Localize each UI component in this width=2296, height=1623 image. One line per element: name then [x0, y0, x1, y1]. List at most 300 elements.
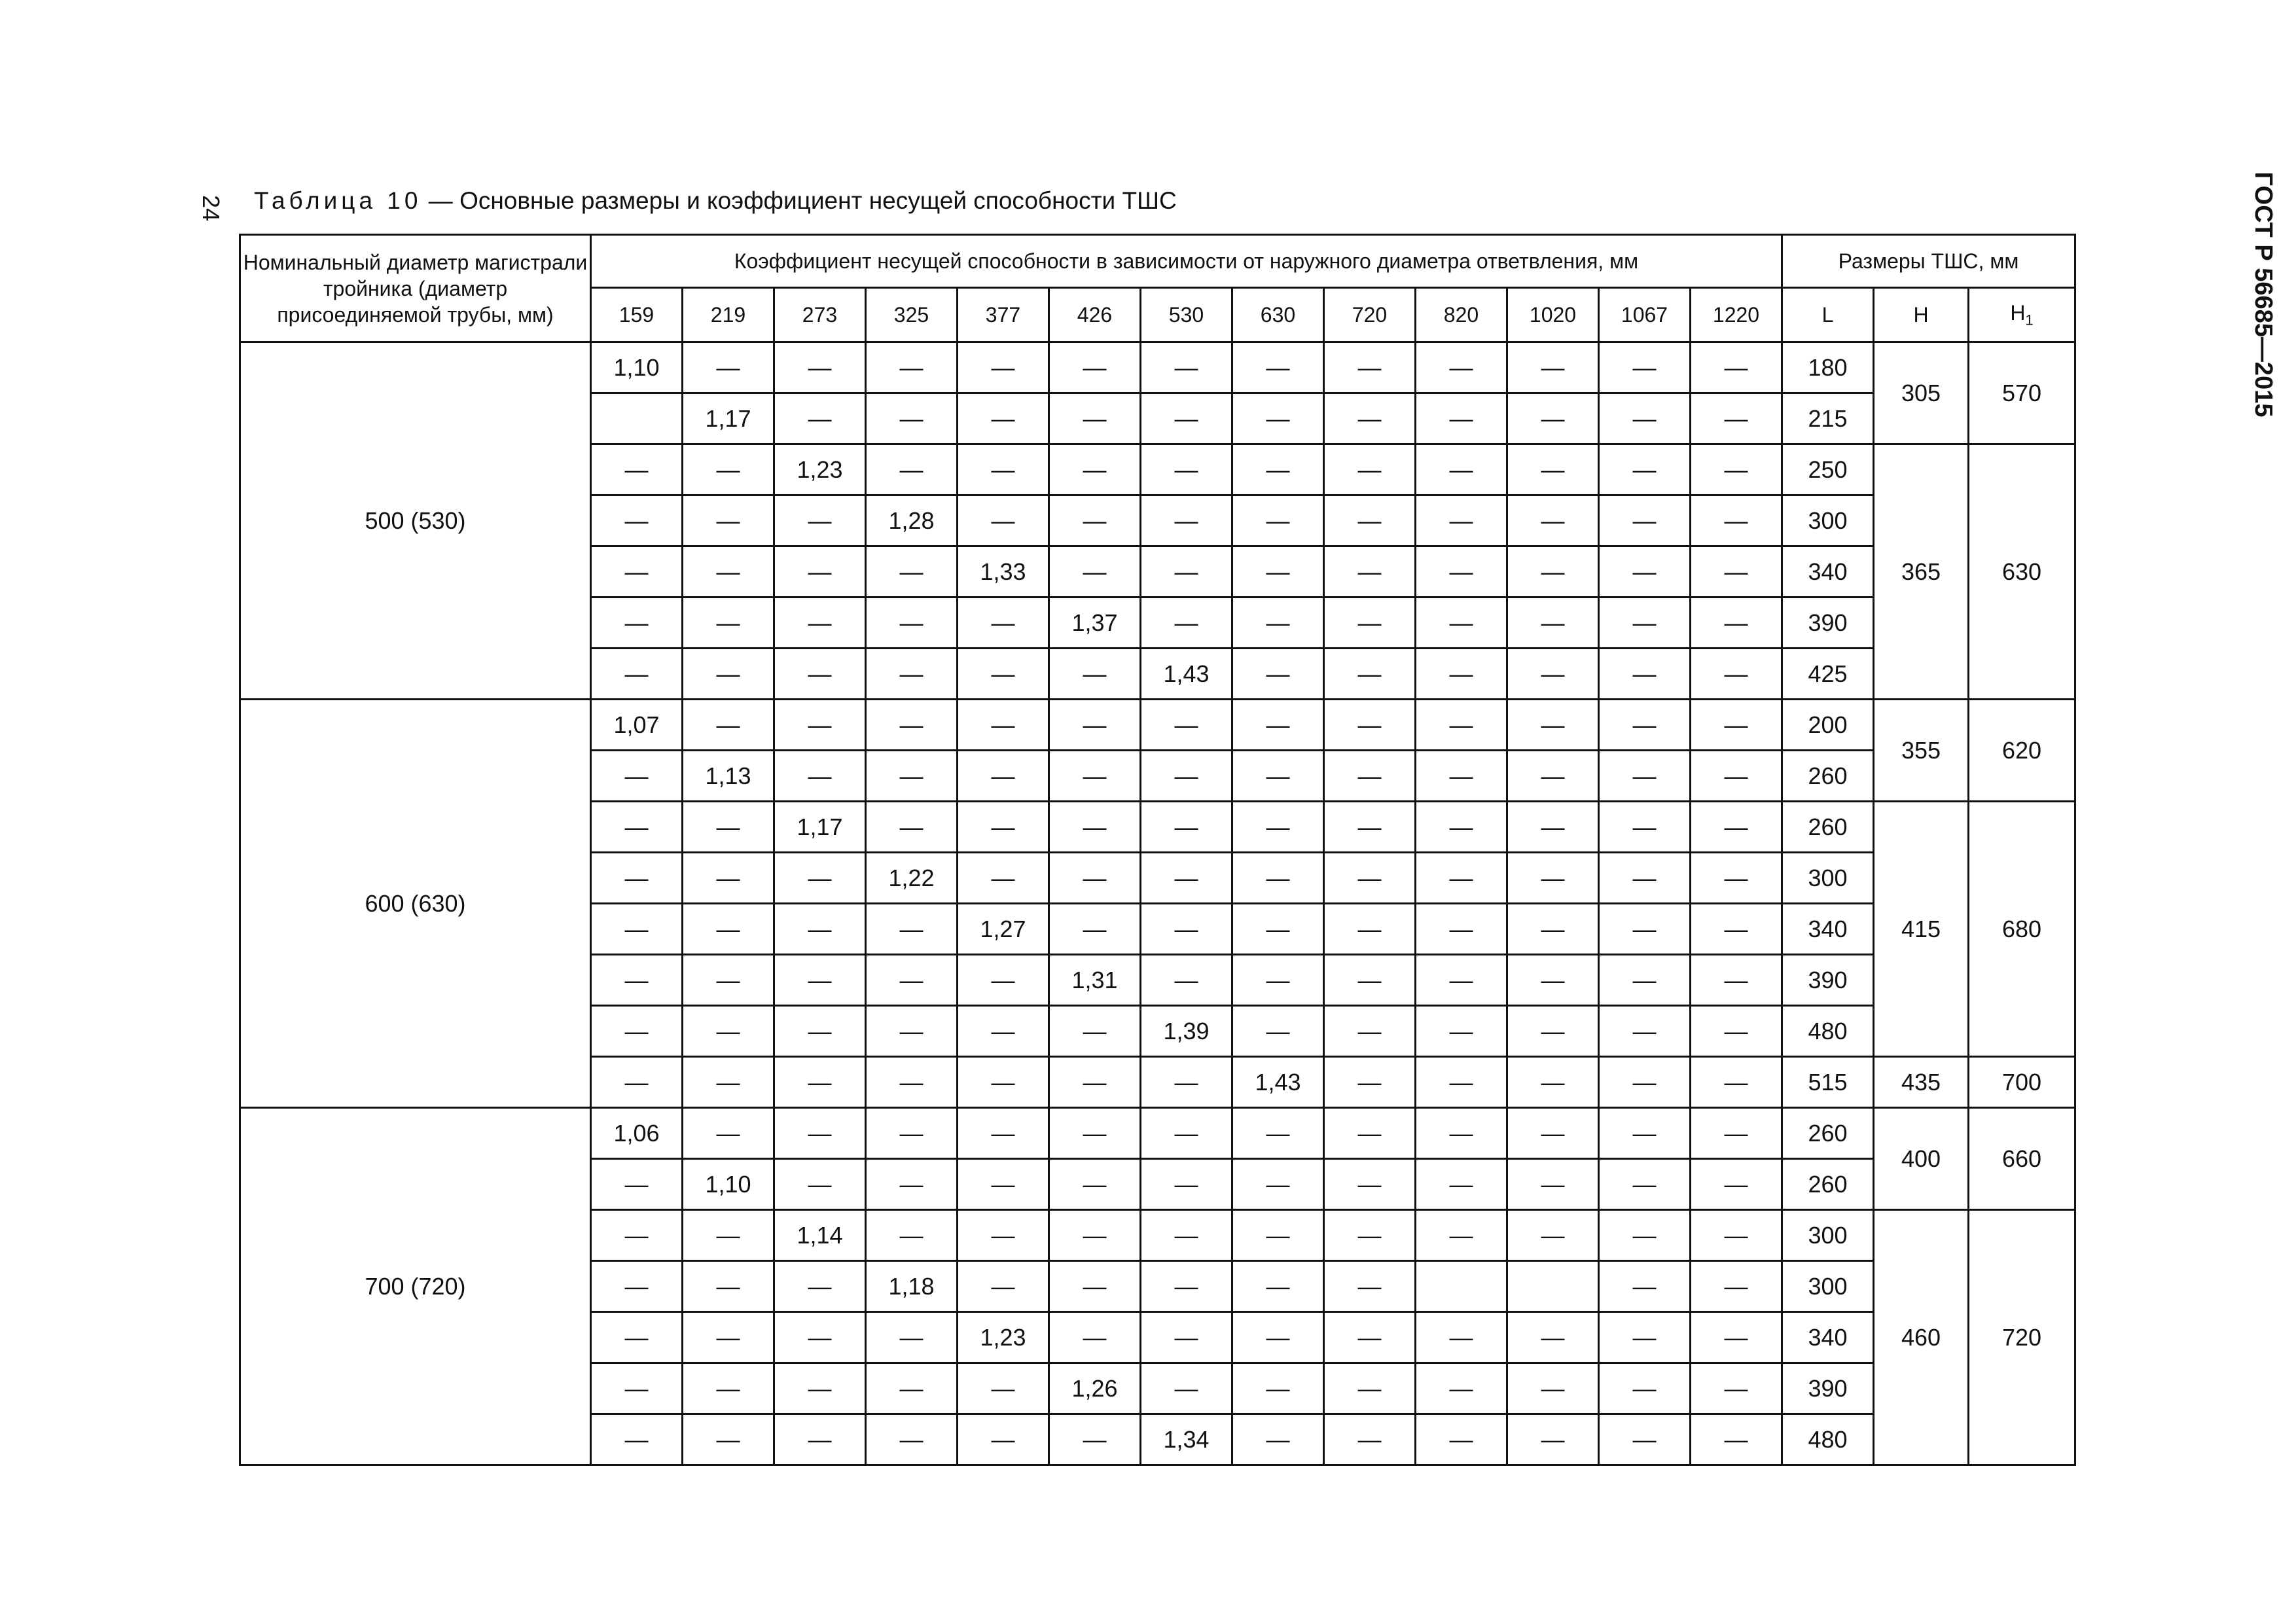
coefficient-cell: —	[1049, 1210, 1141, 1261]
coefficient-cell: —	[1049, 1108, 1141, 1159]
coefficient-cell: —	[1416, 1414, 1507, 1465]
length-cell: 300	[1782, 1210, 1874, 1261]
coefficient-cell: —	[1232, 802, 1324, 853]
coefficient-cell: —	[591, 1261, 683, 1312]
coefficient-cell: —	[683, 342, 774, 393]
length-cell: 340	[1782, 546, 1874, 597]
coefficient-cell: 1,43	[1141, 649, 1232, 700]
height1-col-header	[1969, 288, 2075, 342]
coefficient-cell: —	[591, 1414, 683, 1465]
coefficient-cell: 1,26	[1049, 1363, 1141, 1414]
coefficient-cell: —	[683, 904, 774, 955]
length-cell: 480	[1782, 1414, 1874, 1465]
coefficient-cell: —	[958, 751, 1049, 802]
coefficient-cell: —	[774, 1363, 866, 1414]
height1-cell: 700	[1969, 1057, 2075, 1108]
coefficient-cell: —	[1324, 700, 1416, 751]
coefficient-cell: —	[774, 853, 866, 904]
coefficient-cell: —	[1416, 393, 1507, 444]
branch-col-header: 426	[1049, 288, 1141, 342]
coefficient-cell: —	[1691, 1414, 1782, 1465]
coefficient-cell: —	[1691, 597, 1782, 649]
coefficient-cell: —	[1416, 904, 1507, 955]
coefficient-cell: 1,27	[958, 904, 1049, 955]
branch-col-header: 377	[958, 288, 1049, 342]
coefficient-cell: —	[1232, 1363, 1324, 1414]
coefficient-cell: —	[1324, 393, 1416, 444]
coefficient-cell: —	[591, 546, 683, 597]
coefficient-cell: —	[1141, 955, 1232, 1006]
length-cell: 390	[1782, 955, 1874, 1006]
table-caption	[254, 187, 1177, 215]
coefficient-cell: —	[1049, 751, 1141, 802]
coefficient-cell: —	[1416, 751, 1507, 802]
coefficient-cell: —	[683, 444, 774, 495]
coefficient-cell: —	[774, 904, 866, 955]
coefficient-cell: —	[591, 1006, 683, 1057]
height-cell: 400	[1874, 1108, 1969, 1210]
coefficient-cell: —	[866, 342, 958, 393]
coefficient-cell: —	[1599, 751, 1691, 802]
coefficient-cell: —	[774, 495, 866, 546]
coefficient-cell: —	[683, 1363, 774, 1414]
page-number: 24	[198, 194, 224, 222]
coefficient-cell: —	[1049, 649, 1141, 700]
coefficient-cell: —	[1599, 1261, 1691, 1312]
coefficient-cell: —	[591, 1363, 683, 1414]
coefficient-cell: —	[866, 700, 958, 751]
height-cell: 365	[1874, 444, 1969, 700]
coefficient-cell: —	[1049, 904, 1141, 955]
coefficient-cell: —	[683, 1261, 774, 1312]
coefficient-cell: —	[1324, 1312, 1416, 1363]
coefficient-cell: —	[1507, 1108, 1599, 1159]
coefficient-cell: —	[958, 853, 1049, 904]
length-cell: 180	[1782, 342, 1874, 393]
coefficient-cell: —	[1141, 1312, 1232, 1363]
caption-title: Основные размеры и коэффициент несущей способности ТШС	[459, 187, 1177, 214]
length-col-header: L	[1782, 288, 1874, 342]
coefficient-cell: —	[866, 751, 958, 802]
height-cell: 435	[1874, 1057, 1969, 1108]
coefficient-cell: —	[866, 1159, 958, 1210]
length-cell: 390	[1782, 597, 1874, 649]
coefficient-cell: —	[1691, 751, 1782, 802]
coefficient-cell: —	[866, 597, 958, 649]
coefficient-cell: —	[1691, 393, 1782, 444]
branch-col-header: 1220	[1691, 288, 1782, 342]
height1-cell: 570	[1969, 342, 2075, 444]
table-row	[240, 342, 2075, 393]
coefficient-cell: —	[1141, 495, 1232, 546]
coefficient-cell: —	[1232, 904, 1324, 955]
coefficient-cell: —	[1691, 1108, 1782, 1159]
coefficient-cell: —	[1691, 1261, 1782, 1312]
coefficient-cell: —	[1691, 444, 1782, 495]
coefficient-cell: —	[683, 1312, 774, 1363]
coefficient-cell: —	[1049, 1312, 1141, 1363]
coefficient-cell: —	[774, 751, 866, 802]
coefficient-cell: —	[1507, 1210, 1599, 1261]
height1-cell: 720	[1969, 1210, 2075, 1465]
coefficient-cell: —	[1691, 802, 1782, 853]
length-cell: 250	[1782, 444, 1874, 495]
coefficient-cell: —	[1324, 853, 1416, 904]
coefficient-cell: —	[1599, 649, 1691, 700]
coefficient-cell: —	[683, 1414, 774, 1465]
length-cell: 480	[1782, 1006, 1874, 1057]
coefficient-cell: —	[1416, 597, 1507, 649]
coefficient-cell: —	[774, 649, 866, 700]
coefficient-cell: 1,14	[774, 1210, 866, 1261]
dimensions-header: Размеры ТШС, мм	[1782, 235, 2075, 288]
coefficient-cell: —	[1049, 853, 1141, 904]
coefficient-cell: —	[1416, 1108, 1507, 1159]
coefficient-cell: —	[866, 904, 958, 955]
coefficient-cell: 1,28	[866, 495, 958, 546]
coefficient-cell: —	[1049, 495, 1141, 546]
height-cell: 355	[1874, 700, 1969, 802]
coefficient-cell: —	[866, 393, 958, 444]
coefficient-cell: —	[1599, 393, 1691, 444]
coefficient-cell: —	[1324, 444, 1416, 495]
coefficient-cell: —	[866, 1057, 958, 1108]
height1-cell: 680	[1969, 802, 2075, 1057]
coefficient-cell: —	[591, 904, 683, 955]
coefficient-header: Коэффициент несущей способности в зависимости от наружного диаметра ответвления, мм	[591, 235, 1782, 288]
coefficient-cell: —	[774, 342, 866, 393]
coefficient-cell: —	[774, 1312, 866, 1363]
coefficient-cell: —	[1507, 444, 1599, 495]
coefficient-cell: —	[1691, 546, 1782, 597]
coefficient-cell: —	[1599, 597, 1691, 649]
coefficient-cell: —	[1691, 700, 1782, 751]
dimensions-table	[239, 234, 2076, 1466]
coefficient-cell: —	[591, 802, 683, 853]
coefficient-cell: —	[1416, 1159, 1507, 1210]
coefficient-cell: —	[591, 649, 683, 700]
coefficient-cell: —	[591, 1159, 683, 1210]
coefficient-cell: —	[1232, 495, 1324, 546]
length-cell: 260	[1782, 751, 1874, 802]
coefficient-cell: —	[1507, 1159, 1599, 1210]
coefficient-cell: —	[591, 751, 683, 802]
coefficient-cell: —	[1599, 853, 1691, 904]
coefficient-cell: —	[866, 802, 958, 853]
coefficient-cell: —	[1599, 1210, 1691, 1261]
coefficient-cell: —	[683, 1108, 774, 1159]
coefficient-cell: —	[958, 1159, 1049, 1210]
coefficient-cell: —	[683, 546, 774, 597]
coefficient-cell: —	[1599, 546, 1691, 597]
coefficient-cell: —	[1049, 1006, 1141, 1057]
coefficient-cell: —	[1141, 1261, 1232, 1312]
nominal-diameter-cell: 500 (530)	[240, 342, 591, 700]
coefficient-cell: —	[958, 1261, 1049, 1312]
coefficient-cell: —	[1324, 1261, 1416, 1312]
length-cell: 425	[1782, 649, 1874, 700]
branch-col-header: 530	[1141, 288, 1232, 342]
coefficient-cell: —	[1141, 444, 1232, 495]
coefficient-cell: —	[774, 1261, 866, 1312]
coefficient-cell: —	[1049, 700, 1141, 751]
coefficient-cell: —	[1232, 546, 1324, 597]
coefficient-cell: —	[1232, 444, 1324, 495]
length-cell: 260	[1782, 1159, 1874, 1210]
coefficient-cell: —	[1507, 342, 1599, 393]
coefficient-cell: —	[1507, 495, 1599, 546]
coefficient-cell: —	[774, 393, 866, 444]
coefficient-cell: —	[1324, 649, 1416, 700]
coefficient-cell: —	[1507, 1312, 1599, 1363]
coefficient-cell: —	[1232, 1261, 1324, 1312]
coefficient-cell: —	[1691, 1312, 1782, 1363]
length-cell: 300	[1782, 495, 1874, 546]
coefficient-cell: —	[958, 649, 1049, 700]
coefficient-cell: 1,43	[1232, 1057, 1324, 1108]
height1-cell: 660	[1969, 1108, 2075, 1210]
coefficient-cell: —	[1691, 1159, 1782, 1210]
coefficient-cell: —	[591, 1057, 683, 1108]
coefficient-cell: —	[1507, 1006, 1599, 1057]
branch-col-header: 159	[591, 288, 683, 342]
header-row-top	[240, 235, 2075, 288]
table-row	[240, 700, 2075, 751]
coefficient-cell: —	[591, 1210, 683, 1261]
branch-col-header: 820	[1416, 288, 1507, 342]
coefficient-cell: —	[774, 546, 866, 597]
coefficient-cell: —	[683, 1210, 774, 1261]
coefficient-cell	[1507, 1261, 1599, 1312]
length-cell: 200	[1782, 700, 1874, 751]
coefficient-cell: 1,23	[774, 444, 866, 495]
branch-col-header: 720	[1324, 288, 1416, 342]
coefficient-cell: —	[1416, 1006, 1507, 1057]
coefficient-cell: —	[1416, 1057, 1507, 1108]
coefficient-cell: —	[1141, 1159, 1232, 1210]
coefficient-cell: —	[1324, 1414, 1416, 1465]
nominal-diameter-cell: 700 (720)	[240, 1108, 591, 1465]
coefficient-cell: —	[683, 1057, 774, 1108]
height-col-header: H	[1874, 288, 1969, 342]
coefficient-cell: 1,13	[683, 751, 774, 802]
coefficient-cell: —	[866, 1108, 958, 1159]
coefficient-cell: —	[591, 955, 683, 1006]
coefficient-cell: —	[1507, 802, 1599, 853]
caption-label: Таблица 10	[254, 187, 422, 214]
coefficient-cell: —	[866, 546, 958, 597]
coefficient-cell: —	[958, 393, 1049, 444]
coefficient-cell	[1416, 1261, 1507, 1312]
coefficient-cell: —	[1324, 597, 1416, 649]
coefficient-cell: —	[958, 955, 1049, 1006]
coefficient-cell: —	[1324, 1363, 1416, 1414]
coefficient-cell: —	[1416, 853, 1507, 904]
coefficient-cell: 1,31	[1049, 955, 1141, 1006]
height-cell: 305	[1874, 342, 1969, 444]
height-cell: 415	[1874, 802, 1969, 1057]
coefficient-cell: —	[1141, 393, 1232, 444]
coefficient-cell: —	[1141, 1057, 1232, 1108]
coefficient-cell: —	[866, 649, 958, 700]
caption-separator: —	[422, 187, 460, 214]
coefficient-cell: —	[1232, 1414, 1324, 1465]
coefficient-cell: —	[683, 495, 774, 546]
coefficient-cell: —	[1049, 393, 1141, 444]
coefficient-cell: 1,10	[591, 342, 683, 393]
coefficient-cell: —	[1324, 342, 1416, 393]
branch-col-header: 273	[774, 288, 866, 342]
coefficient-cell: —	[1232, 1108, 1324, 1159]
coefficient-cell: —	[958, 1210, 1049, 1261]
coefficient-cell: —	[1691, 1057, 1782, 1108]
height-cell: 460	[1874, 1210, 1969, 1465]
coefficient-cell: —	[683, 597, 774, 649]
branch-col-header: 630	[1232, 288, 1324, 342]
coefficient-cell: —	[1691, 1006, 1782, 1057]
coefficient-cell: —	[774, 700, 866, 751]
coefficient-cell: —	[958, 1057, 1049, 1108]
length-cell: 300	[1782, 853, 1874, 904]
coefficient-cell: —	[591, 1312, 683, 1363]
coefficient-cell: —	[1049, 546, 1141, 597]
coefficient-cell: —	[1691, 853, 1782, 904]
coefficient-cell: —	[774, 1108, 866, 1159]
coefficient-cell: —	[1691, 495, 1782, 546]
coefficient-cell: —	[774, 597, 866, 649]
coefficient-cell: —	[1691, 904, 1782, 955]
coefficient-cell: —	[591, 495, 683, 546]
coefficient-cell: —	[1232, 393, 1324, 444]
coefficient-cell: —	[1049, 1414, 1141, 1465]
coefficient-cell	[591, 393, 683, 444]
nominal-diameter-cell: 600 (630)	[240, 700, 591, 1108]
table-container	[239, 234, 2076, 1466]
table-body	[240, 342, 2075, 1465]
coefficient-cell: —	[866, 1210, 958, 1261]
coefficient-cell: —	[1049, 1261, 1141, 1312]
coefficient-cell: —	[1141, 342, 1232, 393]
coefficient-cell: —	[1599, 1414, 1691, 1465]
coefficient-cell: 1,18	[866, 1261, 958, 1312]
coefficient-cell: —	[1049, 1057, 1141, 1108]
coefficient-cell: —	[1232, 853, 1324, 904]
coefficient-cell: —	[1049, 802, 1141, 853]
coefficient-cell: —	[1232, 700, 1324, 751]
coefficient-cell: —	[1232, 1312, 1324, 1363]
coefficient-cell: —	[1599, 1363, 1691, 1414]
nominal-diameter-header: Номинальный диаметр магистрали тройника (диаметр присоединяемой трубы, мм)	[240, 235, 591, 342]
coefficient-cell: —	[1232, 1210, 1324, 1261]
height1-symbol: H	[2010, 301, 2026, 325]
branch-col-header: 1020	[1507, 288, 1599, 342]
coefficient-cell: —	[1141, 546, 1232, 597]
coefficient-cell: —	[1141, 853, 1232, 904]
coefficient-cell: —	[866, 1414, 958, 1465]
coefficient-cell: —	[591, 853, 683, 904]
length-cell: 260	[1782, 1108, 1874, 1159]
coefficient-cell: —	[774, 1006, 866, 1057]
coefficient-cell: —	[591, 444, 683, 495]
coefficient-cell: —	[866, 1006, 958, 1057]
coefficient-cell: 1,33	[958, 546, 1049, 597]
coefficient-cell: —	[683, 649, 774, 700]
coefficient-cell: —	[1232, 955, 1324, 1006]
coefficient-cell: —	[1324, 1006, 1416, 1057]
coefficient-cell: —	[1324, 955, 1416, 1006]
coefficient-cell: —	[1507, 393, 1599, 444]
coefficient-cell: —	[958, 1363, 1049, 1414]
coefficient-cell: —	[683, 700, 774, 751]
coefficient-cell: —	[1599, 444, 1691, 495]
coefficient-cell: —	[1141, 1210, 1232, 1261]
coefficient-cell: —	[1507, 649, 1599, 700]
coefficient-cell: —	[1599, 904, 1691, 955]
coefficient-cell: —	[591, 597, 683, 649]
coefficient-cell: 1,06	[591, 1108, 683, 1159]
coefficient-cell: —	[1232, 649, 1324, 700]
length-cell: 260	[1782, 802, 1874, 853]
coefficient-cell: —	[774, 1159, 866, 1210]
coefficient-cell: —	[1416, 342, 1507, 393]
coefficient-cell: —	[1599, 700, 1691, 751]
coefficient-cell: —	[958, 597, 1049, 649]
branch-col-header: 1067	[1599, 288, 1691, 342]
coefficient-cell: —	[1232, 1159, 1324, 1210]
coefficient-cell: —	[1599, 1159, 1691, 1210]
coefficient-cell: 1,23	[958, 1312, 1049, 1363]
coefficient-cell: —	[1416, 444, 1507, 495]
coefficient-cell: —	[1507, 546, 1599, 597]
coefficient-cell: —	[1599, 802, 1691, 853]
coefficient-cell: —	[1324, 802, 1416, 853]
coefficient-cell: —	[958, 495, 1049, 546]
coefficient-cell: —	[1599, 1006, 1691, 1057]
coefficient-cell: —	[866, 1312, 958, 1363]
coefficient-cell: —	[1141, 904, 1232, 955]
height1-subscript: 1	[2025, 312, 2034, 329]
coefficient-cell: —	[958, 1006, 1049, 1057]
coefficient-cell: —	[1507, 904, 1599, 955]
coefficient-cell: —	[1416, 1312, 1507, 1363]
height1-cell: 630	[1969, 444, 2075, 700]
coefficient-cell: —	[1416, 495, 1507, 546]
coefficient-cell: 1,17	[683, 393, 774, 444]
coefficient-cell: —	[1416, 700, 1507, 751]
length-cell: 515	[1782, 1057, 1874, 1108]
coefficient-cell: —	[1416, 1363, 1507, 1414]
coefficient-cell: —	[1507, 597, 1599, 649]
length-cell: 215	[1782, 393, 1874, 444]
coefficient-cell: —	[1599, 342, 1691, 393]
coefficient-cell: —	[1507, 1057, 1599, 1108]
coefficient-cell: —	[1141, 700, 1232, 751]
coefficient-cell: —	[1416, 802, 1507, 853]
standard-code: ГОСТ Р 56685—2015	[2250, 171, 2278, 418]
coefficient-cell: 1,17	[774, 802, 866, 853]
length-cell: 300	[1782, 1261, 1874, 1312]
coefficient-cell: —	[1232, 342, 1324, 393]
coefficient-cell: —	[1141, 1108, 1232, 1159]
coefficient-cell: —	[1599, 495, 1691, 546]
coefficient-cell: —	[1049, 1159, 1141, 1210]
coefficient-cell: —	[1507, 955, 1599, 1006]
coefficient-cell: —	[1324, 546, 1416, 597]
coefficient-cell: —	[1324, 1057, 1416, 1108]
coefficient-cell: —	[866, 1363, 958, 1414]
coefficient-cell: —	[1507, 700, 1599, 751]
coefficient-cell: —	[1324, 495, 1416, 546]
